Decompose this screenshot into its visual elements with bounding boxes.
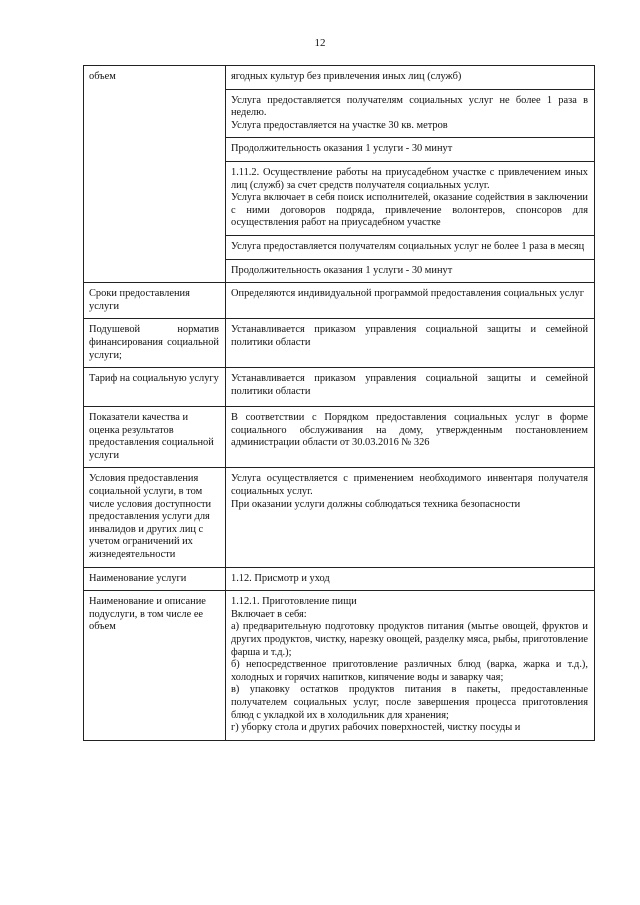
table-row	[84, 591, 595, 741]
cell-text: В соответствии с Порядком предоставления социальных услуг в форме социального обслуживания на дому, утвержденным постановлением администрации области от 30.03.2016 № 326	[226, 407, 595, 468]
cell-text	[226, 161, 595, 235]
cell-line: Услуга осуществляется с применением необходимого инвентаря получателя социальных услуг.	[231, 473, 588, 498]
row-label-volume: объем	[84, 66, 226, 283]
row-label-tariff: Тариф на социальную услугу	[84, 368, 226, 407]
table-row	[84, 368, 595, 407]
table-row	[84, 319, 595, 368]
table-row	[84, 407, 595, 468]
cell-text: Продолжительность оказания 1 услуги - 30 минут	[226, 259, 595, 283]
cell-text: Продолжительность оказания 1 услуги - 30 минут	[226, 138, 595, 162]
cell-line: 1.11.2. Осуществление работы на приусадебном участке с привлечением иных лиц (служб) за счет средств получателя социальных услуг.	[231, 166, 588, 191]
row-label-subservice: Наименование и описание подуслуги, в том числе ее объем	[84, 591, 226, 741]
cell-line: а) предварительную подготовку продуктов питания (мытье овощей, фруктов и других продуктов, чистку, нарезку овощей, разделку мяса, рыбы, приготовление фарша и т.д.);	[231, 621, 588, 658]
cell-line: Услуга предоставляется получателям социальных услуг не более 1 раза в неделю.	[231, 94, 588, 119]
row-label-financing: Подушевой норматив финансирования социальной услуги;	[84, 319, 226, 368]
table-row	[84, 567, 595, 591]
row-label-service-name: Наименование услуги	[84, 567, 226, 591]
row-label-conditions: Условия предоставления социальной услуги, в том числе условия доступности предоставления услуги для инвалидов и других лиц с учетом ограничений их жизнедеятельности	[84, 468, 226, 567]
cell-text	[226, 591, 595, 741]
cell-text: 1.12. Присмотр и уход	[226, 567, 595, 591]
cell-text: Устанавливается приказом управления социальной защиты и семейной политики области	[226, 368, 595, 407]
cell-text: Услуга предоставляется получателям социальных услуг не более 1 раза в месяц	[226, 235, 595, 259]
cell-text: ягодных культур без привлечения иных лиц (служб)	[226, 66, 595, 90]
table-row	[84, 283, 595, 319]
cell-line: г) уборку стола и других рабочих поверхностей, чистку посуды и	[231, 722, 521, 734]
page-number: 12	[314, 37, 326, 49]
cell-line: При оказании услуги должны соблюдаться техника безопасности	[231, 498, 521, 510]
cell-line: в) упаковку остатков продуктов питания в пакеты, предоставленные получателем социальных услуг, после завершения процесса приготовления блюд с укладкой их в холодильник для хранения;	[231, 684, 588, 721]
row-label-quality: Показатели качества и оценка результатов предоставления социальной услуги	[84, 407, 226, 468]
service-table	[83, 65, 595, 741]
cell-line: Включает в себя:	[231, 608, 307, 620]
cell-text: Определяются индивидуальной программой предоставления социальных услуг	[226, 283, 595, 319]
cell-text	[226, 468, 595, 567]
cell-line: Услуга включает в себя поиск исполнителей, оказание содействия в заключении с ними договоров подряда, привлечение волонтеров, спонсоров для осуществления работ на приусадебном участке	[231, 192, 588, 229]
table-row	[84, 468, 595, 567]
cell-line: б) непосредственное приготовление различных блюд (варка, жарка и т.д.), холодных и горячих напитков, кипячение воды и заварку чая;	[231, 659, 588, 683]
cell-text	[226, 89, 595, 138]
row-label-terms: Сроки предоставления услуги	[84, 283, 226, 319]
cell-line: 1.12.1. Приготовление пищи	[231, 596, 357, 608]
cell-text: Устанавливается приказом управления социальной защиты и семейной политики области	[226, 319, 595, 368]
table-row	[84, 66, 595, 90]
cell-line: Услуга предоставляется на участке 30 кв. метров	[231, 119, 448, 131]
